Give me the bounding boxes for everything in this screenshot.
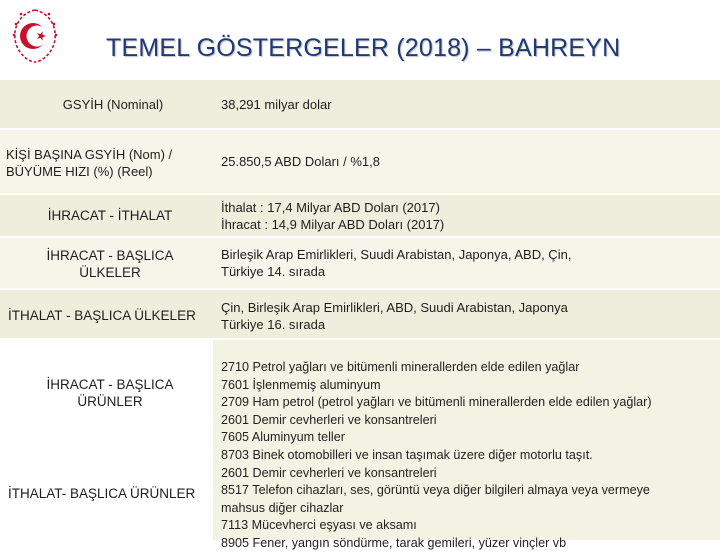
list-item: 7601 İşlenmemiş aluminyum	[221, 377, 381, 392]
row-label: İTHALAT - BAŞLICA ÜLKELER	[8, 308, 196, 323]
import-products-label: İTHALAT- BAŞLICA ÜRÜNLER	[8, 486, 196, 501]
list-item: 2601 Demir cevherleri ve konsantreleri	[221, 412, 437, 427]
table-row	[0, 290, 720, 340]
table-row	[0, 238, 720, 290]
row-label: İHRACAT - BAŞLICA ÜLKELER	[46, 248, 174, 280]
row-value: Birleşik Arap Emirlikleri, Suudi Arabistan, Japonya, ABD, Çin, Türkiye 14. sırada	[221, 247, 572, 279]
row-value: 38,291 milyar dolar	[221, 97, 332, 112]
list-item: 2710 Petrol yağları ve bitümenli minerallerden elde edilen yağlar	[221, 360, 580, 374]
turkish-ministry-emblem-icon	[6, 2, 64, 66]
list-item: mahsus diğer cihazlar	[221, 500, 344, 515]
list-item: 8517 Telefon cihazları, ses, görüntü veya diğer bilgileri almaya veya vermeye	[221, 483, 650, 498]
export-products-label: İHRACAT - BAŞLICA ÜRÜNLER	[46, 377, 174, 409]
table-row	[0, 195, 720, 238]
row-label: GSYİH (Nominal)	[62, 97, 164, 112]
row-value: İthalat : 17,4 Milyar ABD Doları (2017) İhracat : 14,9 Milyar ABD Doları (2017)	[221, 200, 445, 232]
indicators-table	[0, 80, 720, 550]
page-title: TEMEL GÖSTERGELER (2018) – BAHREYN	[106, 34, 621, 62]
products-list	[221, 359, 652, 553]
products-label-cell	[0, 340, 213, 540]
table-row	[0, 130, 720, 195]
list-item: 2601 Demir cevherleri ve konsantreleri	[221, 465, 437, 480]
row-label: İHRACAT - İTHALAT	[47, 208, 173, 223]
list-item: 7605 Aluminyum teller	[221, 430, 345, 445]
ministry-logo	[6, 2, 64, 66]
row-value: 25.850,5 ABD Doları / %1,8	[221, 154, 380, 169]
list-item: 8905 Fener, yangın söndürme, tarak gemileri, yüzer vinçler vb	[221, 535, 567, 550]
row-value: Çin, Birleşik Arap Emirlikleri, ABD, Suudi Arabistan, Japonya Türkiye 16. sırada	[221, 300, 568, 332]
list-item: 2709 Ham petrol (petrol yağları ve bitümenli minerallerden elde edilen yağlar)	[221, 395, 652, 410]
table-row	[0, 80, 720, 130]
row-label: KİŞİ BAŞINA GSYİH (Nom) / BÜYÜME HIZI (%) (Reel)	[6, 147, 173, 179]
list-item: 7113 Mücevherci eşyası ve aksamı	[221, 518, 417, 533]
list-item: 8703 Binek otomobilleri ve insan taşımak üzere diğer motorlu taşıt.	[221, 447, 593, 462]
